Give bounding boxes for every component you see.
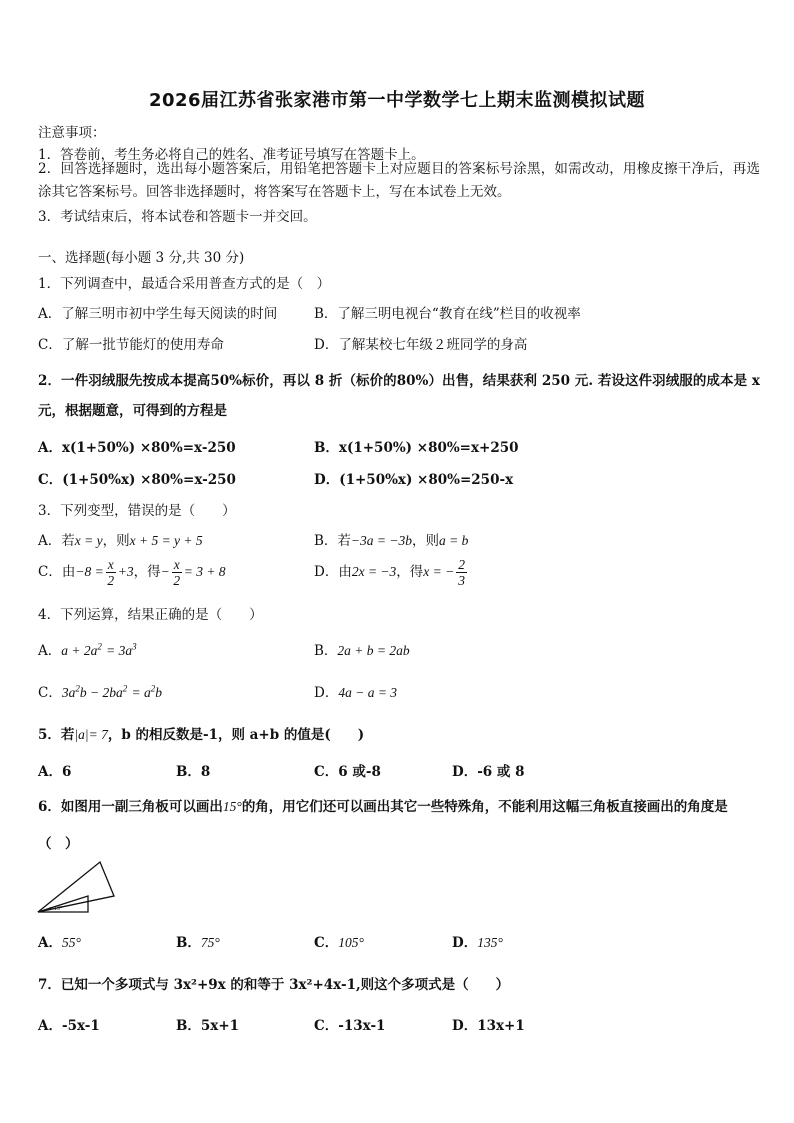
q2-option-b: B．x(1+50%) ×80%=x+250: [314, 440, 519, 456]
q3-a-prefix: A．若: [38, 533, 75, 549]
q3-c-prefix: C．由: [38, 564, 76, 580]
q4-stem: 4．下列运算，结果正确的是（ ）: [38, 607, 263, 623]
q6-c-math: 105°: [338, 935, 364, 950]
q4-a-prefix: A．: [38, 643, 62, 659]
q3-d-math-1: 2x = −3: [351, 564, 397, 579]
q4-a-math-2: = 3a: [106, 643, 133, 658]
q4-c-sup-2: 2: [122, 683, 128, 694]
q6-c-prefix: C．: [314, 935, 339, 951]
q5-stem: [38, 723, 364, 743]
q3-c-frac2-denominator: 2: [173, 573, 181, 588]
q4-c-math-4: b: [155, 685, 163, 700]
q3-b-prefix: B．若: [314, 533, 351, 549]
q3-option-d: [314, 557, 469, 588]
q4-c-prefix: C．: [38, 685, 62, 701]
q3-a-math-1: x = y: [74, 533, 103, 548]
q3-c-fraction-1: [106, 557, 116, 588]
notice-item-3: 3．考试结束后，将本试卷和答题卡一并交回。: [38, 209, 317, 225]
q3-c-mid: ，得: [133, 564, 161, 580]
q1-option-a: A．了解三明市初中学生每天阅读的时间: [38, 306, 278, 322]
q3-b-mid: ，则: [412, 533, 440, 549]
shared-edge: [38, 896, 114, 912]
q3-option-a: [38, 529, 203, 549]
q7-option-d: D．13x+1: [452, 1018, 525, 1034]
q6-stem-line-2: （ ）: [38, 836, 79, 852]
q4-option-b: [314, 639, 410, 659]
q3-c-math-1: −8 =: [75, 564, 104, 579]
q7-option-b: B．5x+1: [176, 1018, 240, 1034]
q1-stem: 1．下列调查中，最适合采用普查方式的是（ ）: [38, 276, 331, 292]
q3-c-frac1-denominator: 2: [107, 573, 115, 588]
q5-option-d: D．-6 或 8: [452, 764, 525, 780]
q5-option-b: B．8: [176, 764, 211, 780]
q4-c-math-2: b − 2ba: [79, 685, 123, 700]
q6-stem-suffix: 的角，用它们还可以画出其它一些特殊角，不能利用这幅三角板直接画出的角度是: [241, 799, 728, 815]
q4-c-math-3: = a: [131, 685, 151, 700]
q3-option-c: [38, 557, 226, 588]
q2-stem: 2．一件羽绒服先按成本提高50%标价，再以 8 折（标价的80%）出售，结果获利 250 元. 若设这件羽绒服的成本是 x 元，根据题意，可得到的方程是: [38, 373, 760, 419]
q4-b-prefix: B．: [314, 643, 338, 659]
q6-stem-math: 15°: [222, 799, 242, 814]
q3-d-fraction: [456, 557, 467, 588]
q4-a-sup-2: 3: [132, 641, 137, 652]
q2-option-c: C．(1+50%x) ×80%=x-250: [38, 472, 236, 488]
q5-option-c: C．6 或-8: [314, 764, 381, 780]
q3-option-b: [314, 529, 468, 549]
triangle-ruler-figure: [36, 858, 118, 916]
q6-option-d: [452, 931, 503, 951]
q3-c-math-2: +3: [117, 564, 134, 579]
q4-a-math-1: a + 2a: [61, 643, 98, 658]
angle-label: 15°: [54, 906, 63, 912]
q4-a-sup-1: 2: [97, 641, 102, 652]
q1-option-b: B．了解三明电视台“教育在线”栏目的收视率: [314, 306, 581, 322]
q3-c-math-3: −: [160, 564, 170, 579]
q3-b-math-1: −3a = −3b: [350, 533, 413, 548]
q3-c-frac2-numerator: x: [173, 557, 180, 572]
triangle-45: [38, 896, 88, 912]
q3-a-mid: ，则: [102, 533, 130, 549]
q2-option-d: D．(1+50%x) ×80%=250-x: [314, 472, 514, 488]
q3-b-math-2: a = b: [439, 533, 469, 548]
q6-d-math: 135°: [477, 935, 503, 950]
q4-c-sup-3: 2: [150, 683, 156, 694]
q4-d-prefix: D．: [314, 685, 339, 701]
notice-item-1: 1．答卷前，考生务必将自己的姓名、准考证号填写在答题卡上。: [38, 147, 425, 163]
q5-stem-math: |a|= 7: [74, 727, 108, 742]
page-title: 2026届江苏省张家港市第一中学数学七上期末监测模拟试题: [148, 90, 646, 111]
q3-c-math-4: = 3 + 8: [183, 564, 226, 579]
q7-option-a: A．-5x-1: [38, 1018, 100, 1034]
q5-stem-suffix: ，b 的相反数是-1，则 a+b 的值是( ): [107, 727, 365, 743]
q3-c-frac1-numerator: x: [107, 557, 114, 572]
q4-c-math-1: 3a: [61, 685, 76, 700]
q3-stem: 3．下列变型，错误的是（ ）: [38, 503, 236, 519]
q6-b-prefix: B．: [176, 935, 201, 951]
q4-b-math: 2a + b = 2ab: [337, 643, 410, 658]
q6-stem-prefix: 6．如图用一副三角板可以画出: [38, 799, 223, 815]
q4-option-d: [314, 681, 397, 701]
q7-stem: 7．已知一个多项式与 3x²+9x 的和等于 3x²+4x-1,则这个多项式是（ ）: [38, 977, 510, 993]
q2-option-a: A．x(1+50%) ×80%=x-250: [38, 440, 236, 456]
notice-item-2: 2．回答选择题时，选出每小题答案后，用铅笔把答题卡上对应题目的答案标号涂黑，如需改动，用橡皮擦干净后，再选涂其它答案标号。回答非选择题时，将答案写在答题卡上，写在本试卷上无效。: [38, 161, 760, 200]
q4-d-math: 4a − a = 3: [338, 685, 398, 700]
q1-option-c: C．了解一批节能灯的使用寿命: [38, 337, 224, 353]
q1-option-d: D．了解某校七年级２班同学的身高: [314, 337, 528, 353]
q6-stem: [38, 795, 728, 815]
section-heading: 一、选择题(每小题 3 分,共 30 分): [38, 250, 245, 266]
q3-a-math-2: x + 5 = y + 5: [129, 533, 203, 548]
q4-option-a: [38, 639, 137, 659]
q3-d-prefix: D．由: [314, 564, 352, 580]
q6-a-math: 55°: [61, 935, 81, 950]
q6-option-a: [38, 931, 81, 951]
q3-d-math-2: x = −: [423, 564, 455, 579]
q3-c-fraction-2: [172, 557, 182, 588]
q6-option-c: [314, 931, 364, 951]
q7-option-c: C．-13x-1: [314, 1018, 386, 1034]
notice-heading: 注意事项：: [38, 125, 106, 141]
q6-d-prefix: D．: [452, 935, 478, 951]
q6-b-math: 75°: [200, 935, 220, 950]
q3-d-frac-denominator: 3: [458, 573, 466, 588]
q6-a-prefix: A．: [38, 935, 62, 951]
q3-d-mid: ，得: [396, 564, 424, 580]
q6-option-b: [176, 931, 220, 951]
q4-c-sup-1: 2: [75, 683, 80, 694]
q3-d-frac-numerator: 2: [458, 557, 466, 572]
q4-option-c: [38, 681, 162, 701]
q5-stem-prefix: 5．若: [38, 727, 75, 743]
q5-option-a: A．6: [38, 764, 72, 780]
